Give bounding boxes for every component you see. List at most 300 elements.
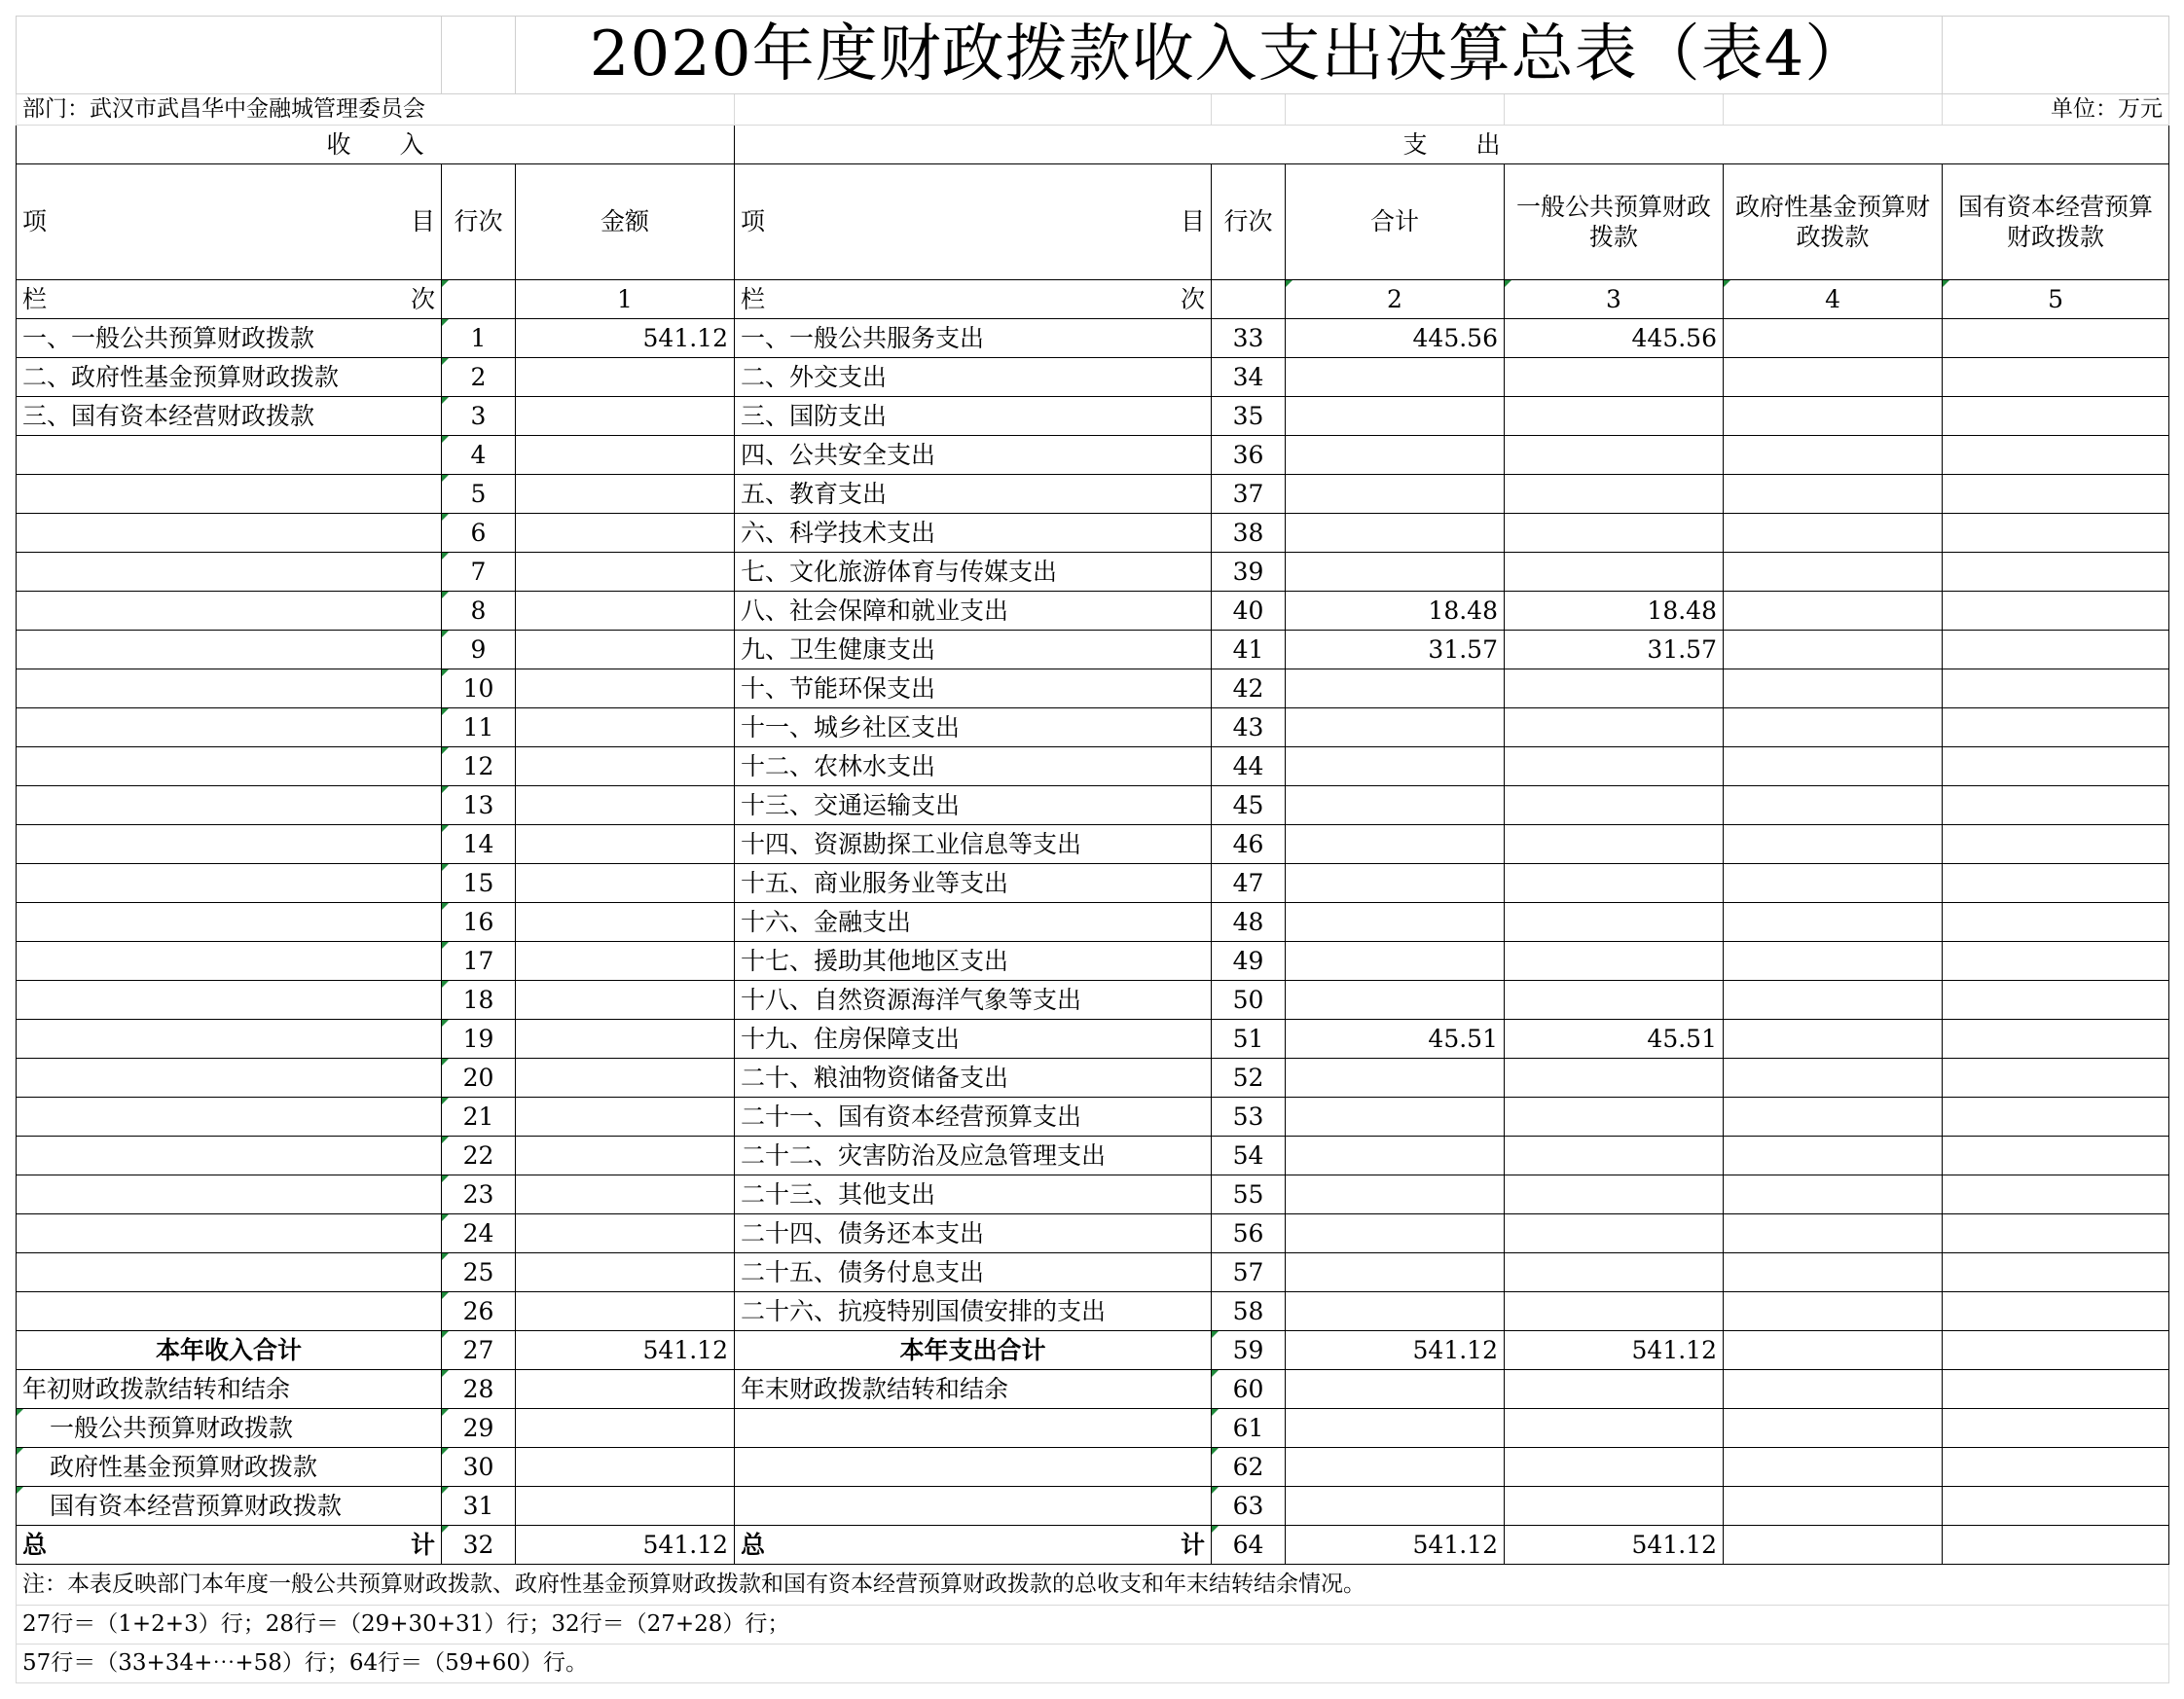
expense-value: [1943, 1487, 2169, 1526]
expense-gov-fund: [1724, 942, 1943, 981]
expense-item: 二十五、债务付息支出: [735, 1253, 1212, 1292]
expense-row-no: 50: [1212, 981, 1286, 1020]
income-amount: [516, 1448, 735, 1487]
expense-row-no: 47: [1212, 864, 1286, 903]
expense-gov-fund: [1724, 592, 1943, 631]
column-index-label: 栏 次: [17, 280, 442, 319]
expense-general-budget: [1505, 1292, 1724, 1331]
expense-row-no: 43: [1212, 708, 1286, 747]
subtotal-row: [17, 1331, 2169, 1370]
income-amount-header: 金额: [516, 164, 735, 280]
income-amount: [516, 553, 735, 592]
expense-general-budget: [1505, 747, 1724, 786]
expense-total: [1286, 436, 1505, 475]
expense-gov-fund: [1724, 747, 1943, 786]
income-amount: [516, 631, 735, 669]
expense-total: 18.48: [1286, 592, 1505, 631]
department-label: 部门：武汉市武昌华中金融城管理委员会: [17, 94, 735, 126]
expense-value: [1286, 1448, 1505, 1487]
expense-gov-fund: [1724, 1175, 1943, 1214]
grand-total-row: [17, 1526, 2169, 1565]
expense-state-capital: [1943, 669, 2169, 708]
expense-total: [1286, 903, 1505, 942]
income-row-no: 5: [442, 475, 516, 514]
carry-row: [17, 1448, 2169, 1487]
expense-state-capital: [1943, 631, 2169, 669]
expense-total: [1286, 475, 1505, 514]
expense-gov-fund: [1724, 786, 1943, 825]
expense-total: [1286, 786, 1505, 825]
income-item: [17, 942, 442, 981]
income-row-no: 16: [442, 903, 516, 942]
expense-row-no: 54: [1212, 1137, 1286, 1175]
expense-general-budget: [1505, 708, 1724, 747]
expense-general-budget: [1505, 436, 1724, 475]
income-row-no: 3: [442, 397, 516, 436]
title-spacer-right: [1943, 17, 2169, 94]
expense-state-capital: [1943, 747, 2169, 786]
table-row: [17, 1098, 2169, 1137]
expense-total: [1286, 397, 1505, 436]
table-row: [17, 1214, 2169, 1253]
expense-row-no: 44: [1212, 747, 1286, 786]
financial-table: [16, 16, 2169, 1683]
table-row: [17, 903, 2169, 942]
expense-subtotal-total: 541.12: [1286, 1331, 1505, 1370]
income-amount: 541.12: [516, 319, 735, 358]
expense-total: [1286, 864, 1505, 903]
expense-item: 十三、交通运输支出: [735, 786, 1212, 825]
income-amount: [516, 1020, 735, 1059]
income-row-no: 10: [442, 669, 516, 708]
expense-item: 六、科学技术支出: [735, 514, 1212, 553]
expense-state-capital: [1943, 708, 2169, 747]
expense-general-budget: [1505, 981, 1724, 1020]
expense-gov-fund: [1724, 319, 1943, 358]
table-row: [17, 669, 2169, 708]
income-amount: [516, 436, 735, 475]
expense-general-budget: [1505, 864, 1724, 903]
income-amount: [516, 669, 735, 708]
expense-value: [1505, 1409, 1724, 1448]
income-amount: [516, 1137, 735, 1175]
expense-total: [1286, 1137, 1505, 1175]
expense-item: 十五、商业服务业等支出: [735, 864, 1212, 903]
income-row-no: 12: [442, 747, 516, 786]
column-index-5: 5: [1943, 280, 2169, 319]
income-row-no: 21: [442, 1098, 516, 1137]
expense-item: 二、外交支出: [735, 358, 1212, 397]
expense-state-capital: [1943, 1020, 2169, 1059]
expense-gov-fund: [1724, 903, 1943, 942]
table-row: [17, 942, 2169, 981]
expense-gov-fund: [1724, 1020, 1943, 1059]
expense-subtotal-capital: [1943, 1331, 2169, 1370]
expense-gov-fund: [1724, 981, 1943, 1020]
expense-total: [1286, 358, 1505, 397]
carry-row: [17, 1487, 2169, 1526]
expense-item: 二十四、债务还本支出: [735, 1214, 1212, 1253]
expense-general-budget: [1505, 1098, 1724, 1137]
expense-item: 一、一般公共服务支出: [735, 319, 1212, 358]
income-row-no: 24: [442, 1214, 516, 1253]
income-row-no: 26: [442, 1292, 516, 1331]
income-amount: [516, 1175, 735, 1214]
income-item: [17, 825, 442, 864]
expense-total: [1286, 1253, 1505, 1292]
income-item: [17, 1292, 442, 1331]
income-row-no: 18: [442, 981, 516, 1020]
expense-general-budget: 45.51: [1505, 1020, 1724, 1059]
expense-state-capital: [1943, 1214, 2169, 1253]
income-amount: [516, 1370, 735, 1409]
table-row: [17, 358, 2169, 397]
table-row: [17, 514, 2169, 553]
expense-row-no: 46: [1212, 825, 1286, 864]
expense-general-budget: [1505, 553, 1724, 592]
expense-total: 45.51: [1286, 1020, 1505, 1059]
carry-expense-item: [735, 1448, 1212, 1487]
expense-item: 三、国防支出: [735, 397, 1212, 436]
carry-row: [17, 1409, 2169, 1448]
expense-general-budget: [1505, 669, 1724, 708]
income-subtotal-amount: 541.12: [516, 1331, 735, 1370]
expense-state-capital: [1943, 786, 2169, 825]
income-item: [17, 475, 442, 514]
expense-row-no: 38: [1212, 514, 1286, 553]
expense-state-capital: [1943, 1175, 2169, 1214]
expense-total: [1286, 981, 1505, 1020]
expense-gov-fund: [1724, 1214, 1943, 1253]
income-item: [17, 1137, 442, 1175]
expense-gov-fund: [1724, 1059, 1943, 1098]
income-row-no-header: 行次: [442, 164, 516, 280]
income-item: [17, 592, 442, 631]
expense-general-budget: [1505, 1137, 1724, 1175]
expense-value: [1943, 1409, 2169, 1448]
footnote: 57行＝（33+34+⋯+58）行；64行＝（59+60）行。: [17, 1645, 2169, 1683]
expense-general-budget: [1505, 358, 1724, 397]
income-row-no: 15: [442, 864, 516, 903]
expense-total: [1286, 708, 1505, 747]
expense-general-budget: [1505, 514, 1724, 553]
income-item: [17, 553, 442, 592]
income-amount: [516, 786, 735, 825]
expense-gov-fund: [1724, 864, 1943, 903]
expense-state-capital: [1943, 942, 2169, 981]
footnote: 注：本表反映部门本年度一般公共预算财政拨款、政府性基金预算财政拨款和国有资本经营预算财政拨款的总收支和年末结转结余情况。: [17, 1565, 2169, 1606]
expense-general-budget: [1505, 903, 1724, 942]
income-grand-total-amount: 541.12: [516, 1526, 735, 1565]
expense-item: 九、卫生健康支出: [735, 631, 1212, 669]
expense-value: [1724, 1448, 1943, 1487]
expense-grand-general: 541.12: [1505, 1526, 1724, 1565]
income-row-no: 11: [442, 708, 516, 747]
income-item: 一、一般公共预算财政拨款: [17, 319, 442, 358]
income-item: [17, 708, 442, 747]
income-amount: [516, 397, 735, 436]
expense-row-no: 64: [1212, 1526, 1286, 1565]
table-row: [17, 319, 2169, 358]
column-index-3: 3: [1505, 280, 1724, 319]
income-subtotal-label: 本年收入合计: [17, 1331, 442, 1370]
expense-item: 二十一、国有资本经营预算支出: [735, 1098, 1212, 1137]
expense-row-no: 57: [1212, 1253, 1286, 1292]
table-row: [17, 1175, 2169, 1214]
carry-income-item: 政府性基金预算财政拨款: [17, 1448, 442, 1487]
income-item: [17, 864, 442, 903]
income-row-no: 7: [442, 553, 516, 592]
income-amount: [516, 1409, 735, 1448]
expense-total: [1286, 514, 1505, 553]
expense-general-budget: 18.48: [1505, 592, 1724, 631]
expense-state-capital: [1943, 903, 2169, 942]
expense-row-no: 48: [1212, 903, 1286, 942]
expense-state-capital: [1943, 514, 2169, 553]
spreadsheet: [16, 16, 2168, 1683]
table-row: [17, 708, 2169, 747]
expense-subtotal-general: 541.12: [1505, 1331, 1724, 1370]
carry-income-item: 国有资本经营预算财政拨款: [17, 1487, 442, 1526]
expense-row-no: 51: [1212, 1020, 1286, 1059]
expense-row-no: 61: [1212, 1409, 1286, 1448]
expense-value: [1286, 1370, 1505, 1409]
expense-item: 二十二、灾害防治及应急管理支出: [735, 1137, 1212, 1175]
expense-state-capital: [1943, 319, 2169, 358]
expense-gov-fund: [1724, 553, 1943, 592]
income-amount: [516, 514, 735, 553]
expense-row-no: 62: [1212, 1448, 1286, 1487]
income-row-no: 20: [442, 1059, 516, 1098]
expense-general-budget: 445.56: [1505, 319, 1724, 358]
expense-state-capital: [1943, 981, 2169, 1020]
expense-row-no: 58: [1212, 1292, 1286, 1331]
unit-label: 单位：万元: [1943, 94, 2169, 126]
expense-general-budget: [1505, 1253, 1724, 1292]
income-amount: [516, 1098, 735, 1137]
table-row: [17, 592, 2169, 631]
income-row-no: 13: [442, 786, 516, 825]
expense-item: 十九、住房保障支出: [735, 1020, 1212, 1059]
expense-state-capital: [1943, 553, 2169, 592]
expense-subtotal-label: 本年支出合计: [735, 1331, 1212, 1370]
column-index-2: 2: [1286, 280, 1505, 319]
expense-row-no: 52: [1212, 1059, 1286, 1098]
income-amount: [516, 825, 735, 864]
income-item: [17, 1253, 442, 1292]
expense-general-budget: [1505, 397, 1724, 436]
table-row: [17, 981, 2169, 1020]
income-item: 三、国有资本经营财政拨款: [17, 397, 442, 436]
expense-item: 二十三、其他支出: [735, 1175, 1212, 1214]
expense-gov-fund: [1724, 1253, 1943, 1292]
expense-state-capital: [1943, 1137, 2169, 1175]
expense-general-budget: [1505, 1175, 1724, 1214]
expense-value: [1286, 1409, 1505, 1448]
expense-total: [1286, 1214, 1505, 1253]
expense-general-budget: [1505, 1214, 1724, 1253]
expense-general-budget: [1505, 825, 1724, 864]
title-spacer-left-2: [442, 17, 516, 94]
expense-row-no: 59: [1212, 1331, 1286, 1370]
expense-subtotal-fund: [1724, 1331, 1943, 1370]
income-amount: [516, 708, 735, 747]
income-amount: [516, 358, 735, 397]
income-amount: [516, 864, 735, 903]
table-row: [17, 436, 2169, 475]
state-capital-header: 国有资本经营预算财政拨款: [1943, 164, 2169, 280]
income-amount: [516, 475, 735, 514]
expense-item: 四、公共安全支出: [735, 436, 1212, 475]
expense-row-no: 55: [1212, 1175, 1286, 1214]
column-index-label-2: 栏 次: [735, 280, 1212, 319]
table-row: [17, 747, 2169, 786]
expense-value: [1943, 1448, 2169, 1487]
column-index-1: 1: [516, 280, 735, 319]
expense-row-no: 33: [1212, 319, 1286, 358]
footnote: 27行＝（1+2+3）行；28行＝（29+30+31）行；32行＝（27+28）行；: [17, 1606, 2169, 1645]
expense-gov-fund: [1724, 514, 1943, 553]
expense-item: 十一、城乡社区支出: [735, 708, 1212, 747]
expense-gov-fund: [1724, 475, 1943, 514]
table-row: [17, 631, 2169, 669]
total-header: 合计: [1286, 164, 1505, 280]
table-row: [17, 397, 2169, 436]
table-row: [17, 1292, 2169, 1331]
expense-state-capital: [1943, 1059, 2169, 1098]
expense-row-no: 40: [1212, 592, 1286, 631]
expense-gov-fund: [1724, 436, 1943, 475]
table-row: [17, 1020, 2169, 1059]
income-row-no: 32: [442, 1526, 516, 1565]
expense-state-capital: [1943, 1292, 2169, 1331]
expense-gov-fund: [1724, 1098, 1943, 1137]
income-amount: [516, 1253, 735, 1292]
income-row-no: 29: [442, 1409, 516, 1448]
table-row: [17, 1137, 2169, 1175]
income-row-no: 27: [442, 1331, 516, 1370]
income-row-no: 28: [442, 1370, 516, 1409]
expense-grand-total: 541.12: [1286, 1526, 1505, 1565]
expense-value: [1286, 1487, 1505, 1526]
expense-row-no: 37: [1212, 475, 1286, 514]
expense-item: 十七、援助其他地区支出: [735, 942, 1212, 981]
expense-state-capital: [1943, 1098, 2169, 1137]
expense-value: [1943, 1370, 2169, 1409]
expense-item: 十二、农林水支出: [735, 747, 1212, 786]
general-budget-header: 一般公共预算财政拨款: [1505, 164, 1724, 280]
carry-row: [17, 1370, 2169, 1409]
expense-total: 31.57: [1286, 631, 1505, 669]
income-row-no: 1: [442, 319, 516, 358]
gov-fund-header: 政府性基金预算财政拨款: [1724, 164, 1943, 280]
table-row: [17, 825, 2169, 864]
income-row-no: 30: [442, 1448, 516, 1487]
income-row-no: 9: [442, 631, 516, 669]
expense-item: 十六、金融支出: [735, 903, 1212, 942]
expense-total: 445.56: [1286, 319, 1505, 358]
expense-row-no: 41: [1212, 631, 1286, 669]
table-row: [17, 1059, 2169, 1098]
income-item: [17, 514, 442, 553]
expense-item: 十八、自然资源海洋气象等支出: [735, 981, 1212, 1020]
income-amount: [516, 942, 735, 981]
expense-gov-fund: [1724, 825, 1943, 864]
expense-value: [1724, 1409, 1943, 1448]
income-item: [17, 669, 442, 708]
expense-total: [1286, 669, 1505, 708]
expense-value: [1505, 1487, 1724, 1526]
table-row: [17, 553, 2169, 592]
income-item: [17, 436, 442, 475]
table-row: [17, 475, 2169, 514]
income-item-header: 项 目: [17, 164, 442, 280]
column-index-4: 4: [1724, 280, 1943, 319]
income-item: [17, 903, 442, 942]
expense-state-capital: [1943, 825, 2169, 864]
income-item: [17, 786, 442, 825]
expense-section-header: 支 出: [735, 126, 2169, 164]
expense-state-capital: [1943, 436, 2169, 475]
expense-total: [1286, 553, 1505, 592]
income-row-no: 31: [442, 1487, 516, 1526]
expense-value: [1724, 1487, 1943, 1526]
expense-total: [1286, 1175, 1505, 1214]
expense-gov-fund: [1724, 1292, 1943, 1331]
income-item: [17, 1020, 442, 1059]
expense-state-capital: [1943, 358, 2169, 397]
expense-item: 十四、资源勘探工业信息等支出: [735, 825, 1212, 864]
carry-expense-item: [735, 1487, 1212, 1526]
income-item: 二、政府性基金预算财政拨款: [17, 358, 442, 397]
income-amount: [516, 981, 735, 1020]
carry-expense-item: 年末财政拨款结转和结余: [735, 1370, 1212, 1409]
expense-state-capital: [1943, 1253, 2169, 1292]
income-amount: [516, 1059, 735, 1098]
expense-value: [1505, 1448, 1724, 1487]
expense-row-no-header: 行次: [1212, 164, 1286, 280]
expense-total: [1286, 825, 1505, 864]
income-amount: [516, 1214, 735, 1253]
expense-row-no: 36: [1212, 436, 1286, 475]
income-row-no: 25: [442, 1253, 516, 1292]
table-row: [17, 786, 2169, 825]
expense-item: 七、文化旅游体育与传媒支出: [735, 553, 1212, 592]
expense-item: 五、教育支出: [735, 475, 1212, 514]
expense-general-budget: [1505, 786, 1724, 825]
page-title: 2020年度财政拨款收入支出决算总表（表4）: [516, 17, 1943, 94]
expense-state-capital: [1943, 592, 2169, 631]
income-item: [17, 1059, 442, 1098]
expense-item-header: 项 目: [735, 164, 1212, 280]
expense-row-no: 60: [1212, 1370, 1286, 1409]
income-amount: [516, 1487, 735, 1526]
income-item: [17, 1175, 442, 1214]
expense-general-budget: 31.57: [1505, 631, 1724, 669]
expense-gov-fund: [1724, 708, 1943, 747]
expense-row-no: 39: [1212, 553, 1286, 592]
expense-gov-fund: [1724, 1137, 1943, 1175]
income-amount: [516, 747, 735, 786]
income-row-no: 4: [442, 436, 516, 475]
income-section-header: 收 入: [17, 126, 735, 164]
expense-gov-fund: [1724, 669, 1943, 708]
expense-gov-fund: [1724, 397, 1943, 436]
income-row-no: 2: [442, 358, 516, 397]
expense-row-no: 45: [1212, 786, 1286, 825]
expense-general-budget: [1505, 475, 1724, 514]
expense-gov-fund: [1724, 358, 1943, 397]
